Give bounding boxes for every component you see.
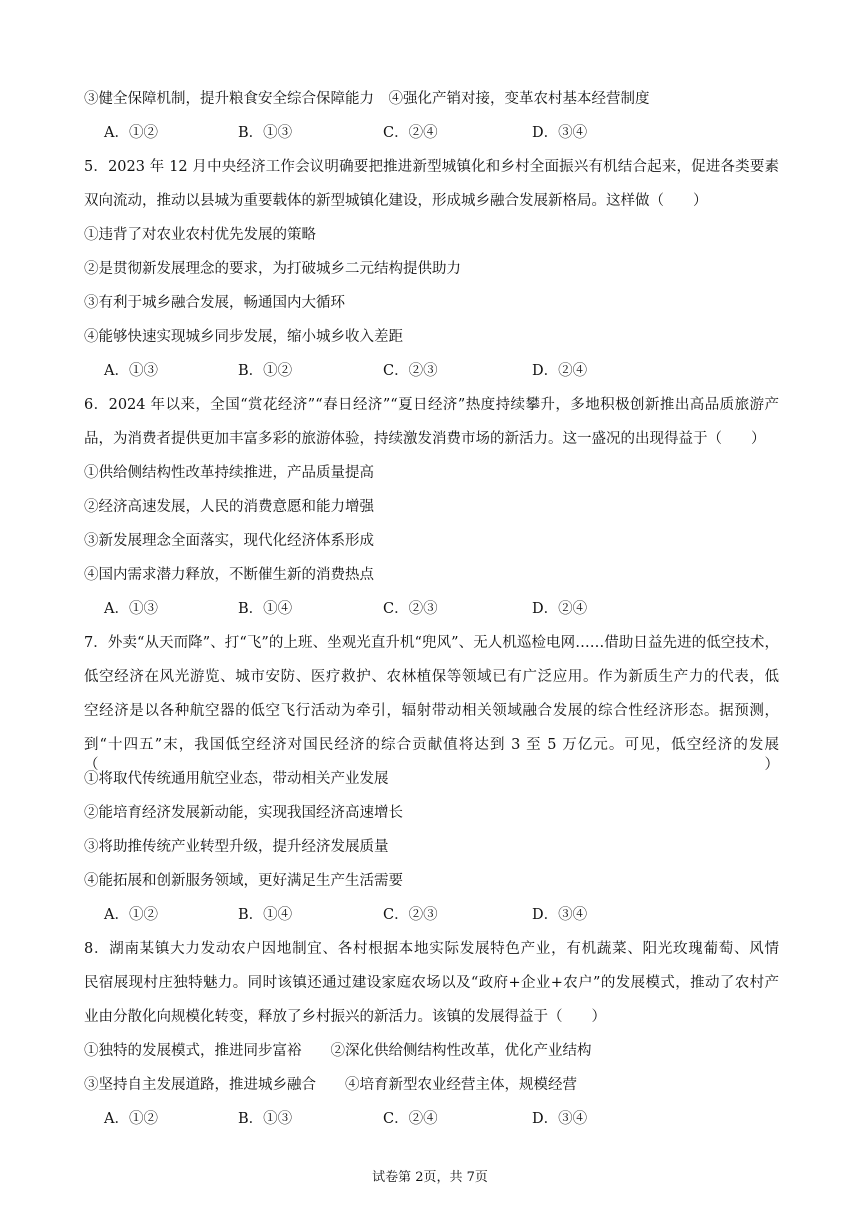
option-d: D．②④ bbox=[532, 363, 588, 379]
option-a: A．①③ bbox=[104, 363, 158, 379]
q7-statement-1: ①将取代传统通用航空业态，带动相关产业发展 bbox=[84, 771, 389, 787]
q7-stem-line-3: 空经济是以各种航空器的低空飞行活动为牵引，辐射带动相关领域融合发展的综合性经济形态。据预测， bbox=[84, 703, 779, 719]
q8-statement-1-2: ①独特的发展模式，推进同步富裕 ②深化供给侧结构性改革，优化产业结构 bbox=[84, 1043, 592, 1059]
q8-stem-line-1: 8．湖南某镇大力发动农户因地制宜、各村根据本地实际发展特色产业，有机蔬菜、阳光玫瑰葡萄、风情 bbox=[84, 941, 779, 957]
q5-stem-line-2: 双向流动，推动以县城为重要载体的新型城镇化建设，形成城乡融合发展新格局。这样做（ ） bbox=[84, 193, 708, 209]
option-c: C．②④ bbox=[383, 125, 438, 141]
q5-statement-3: ③有利于城乡融合发展，畅通国内大循环 bbox=[84, 295, 345, 311]
option-a: A．①② bbox=[104, 125, 158, 141]
option-b: B．①③ bbox=[238, 125, 293, 141]
q7-statement-2: ②能培育经济发展新动能，实现我国经济高速增长 bbox=[84, 805, 403, 821]
q8-statement-3-4: ③坚持自主发展道路，推进城乡融合 ④培育新型农业经营主体，规模经营 bbox=[84, 1077, 577, 1093]
q6-stem-line-1: 6．2024 年以来，全国“赏花经济”“春日经济”“夏日经济”热度持续攀升，多地积极创新推出高品质旅游产 bbox=[84, 397, 779, 413]
option-b: B．①③ bbox=[238, 1111, 293, 1127]
option-d: D．③④ bbox=[532, 125, 588, 141]
option-a: A．①③ bbox=[104, 601, 158, 617]
q8-stem-line-2: 民宿展现村庄独特魅力。同时该镇还通过建设家庭农场以及“政府+企业+农户”的发展模式，推动了农村产 bbox=[84, 975, 779, 991]
q7-stem-line-2: 低空经济在风光游览、城市安防、医疗救护、农林植保等领域已有广泛应用。作为新质生产力的代表，低 bbox=[84, 669, 779, 685]
option-d: D．②④ bbox=[532, 601, 588, 617]
option-c: C．②③ bbox=[383, 363, 438, 379]
option-d: D．③④ bbox=[532, 1111, 588, 1127]
q4-statement-3-4: ③健全保障机制，提升粮食安全综合保障能力 ④强化产销对接，变革农村基本经营制度 bbox=[84, 91, 650, 107]
option-a: A．①② bbox=[104, 1111, 158, 1127]
q6-statement-2: ②经济高速发展，人民的消费意愿和能力增强 bbox=[84, 499, 374, 515]
q6-stem-line-2: 品，为消费者提供更加丰富多彩的旅游体验，持续激发消费市场的新活力。这一盛况的出现得益于（ ） bbox=[84, 431, 766, 447]
q8-stem-line-3: 业由分散化向规模化转变，释放了乡村振兴的新活力。该镇的发展得益于（ ） bbox=[84, 1009, 606, 1025]
q7-stem-line-4: 到“十四五”末，我国低空经济对国民经济的综合贡献值将达到 3 至 5 万亿元。可见，低空经济的发展（ ） bbox=[84, 737, 779, 773]
q5-statement-1: ①违背了对农业农村优先发展的策略 bbox=[84, 227, 316, 243]
q5-statement-4: ④能够快速实现城乡同步发展，缩小城乡收入差距 bbox=[84, 329, 403, 345]
page-footer: 试卷第 2页，共 7页 bbox=[372, 1170, 488, 1185]
q7-statement-4: ④能拓展和创新服务领域，更好满足生产生活需要 bbox=[84, 873, 403, 889]
q5-stem-line-1: 5．2023 年 12 月中央经济工作会议明确要把推进新型城镇化和乡村全面振兴有机结合起来，促进各类要素 bbox=[84, 159, 779, 175]
option-a: A．①② bbox=[104, 907, 158, 923]
option-c: C．②③ bbox=[383, 907, 438, 923]
q7-statement-3: ③将助推传统产业转型升级，提升经济发展质量 bbox=[84, 839, 389, 855]
option-b: B．①④ bbox=[238, 601, 293, 617]
q6-statement-3: ③新发展理念全面落实，现代化经济体系形成 bbox=[84, 533, 374, 549]
option-b: B．①② bbox=[238, 363, 293, 379]
option-b: B．①④ bbox=[238, 907, 293, 923]
q6-statement-4: ④国内需求潜力释放，不断催生新的消费热点 bbox=[84, 567, 374, 583]
q5-statement-2: ②是贯彻新发展理念的要求，为打破城乡二元结构提供助力 bbox=[84, 261, 461, 277]
q6-statement-1: ①供给侧结构性改革持续推进，产品质量提高 bbox=[84, 465, 374, 481]
q7-stem-line-1: 7．外卖“从天而降”、打“飞”的上班、坐观光直升机“兜风”、无人机巡检电网……借助日益先进的低空技术， bbox=[84, 635, 779, 651]
option-c: C．②③ bbox=[383, 601, 438, 617]
option-d: D．③④ bbox=[532, 907, 588, 923]
option-c: C．②④ bbox=[383, 1111, 438, 1127]
